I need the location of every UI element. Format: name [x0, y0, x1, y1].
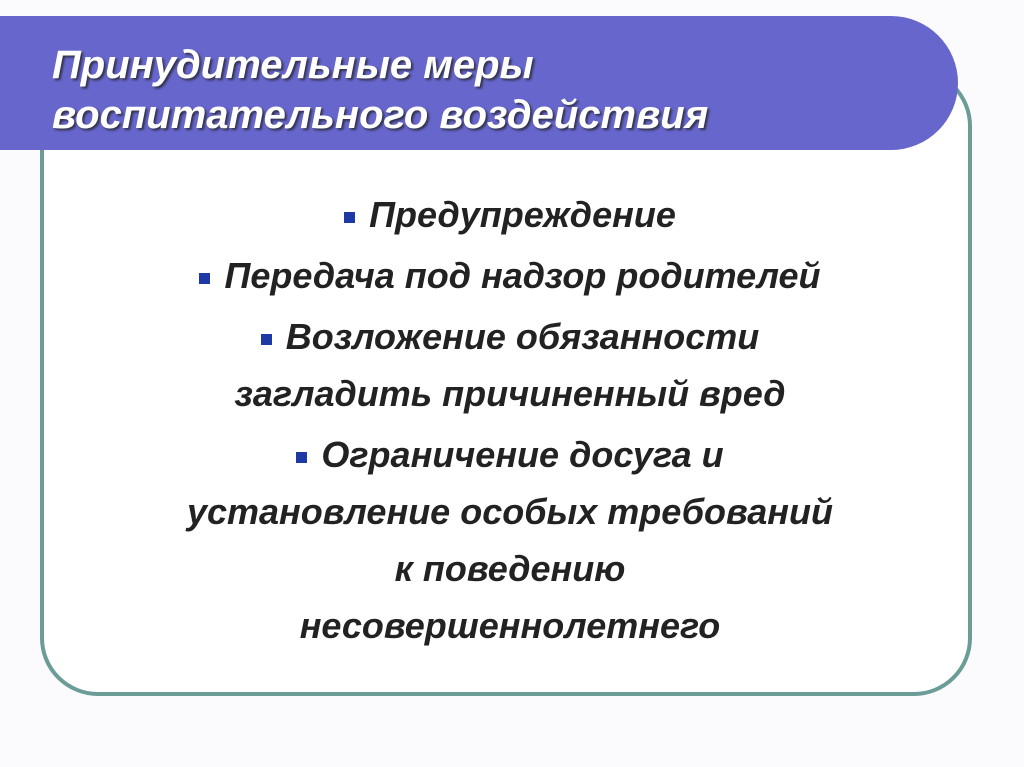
slide-title [52, 40, 912, 140]
bullet-text: Возложение обязанности [285, 316, 760, 357]
bullet-text: Ограничение досуга и [321, 434, 724, 475]
square-bullet-icon [261, 334, 272, 345]
bullet-line: установление особых требований [186, 491, 834, 532]
bullet-line: загладить причиненный вред [234, 373, 786, 414]
title-line: Принудительные меры [52, 43, 534, 87]
title-line: воспитательного воздействия [52, 93, 709, 137]
bullet-list [70, 186, 950, 654]
bullet-line: несовершеннолетнего [299, 605, 721, 646]
bullet-text: Передача под надзор родителей [224, 255, 821, 296]
square-bullet-icon [199, 273, 210, 284]
bullet-line: к поведению [394, 548, 626, 589]
bullet-item-warning [70, 186, 950, 243]
bullet-line [70, 426, 950, 483]
bullet-item-parental-supervision [70, 247, 950, 304]
bullet-line [70, 308, 950, 365]
bullet-line [70, 186, 950, 243]
square-bullet-icon [344, 212, 355, 223]
square-bullet-icon [296, 452, 307, 463]
bullet-item-repair-damage [70, 308, 950, 422]
bullet-item-leisure-restriction [70, 426, 950, 654]
bullet-line [70, 247, 950, 304]
title-bar [0, 16, 958, 150]
bullet-text: Предупреждение [369, 194, 676, 235]
